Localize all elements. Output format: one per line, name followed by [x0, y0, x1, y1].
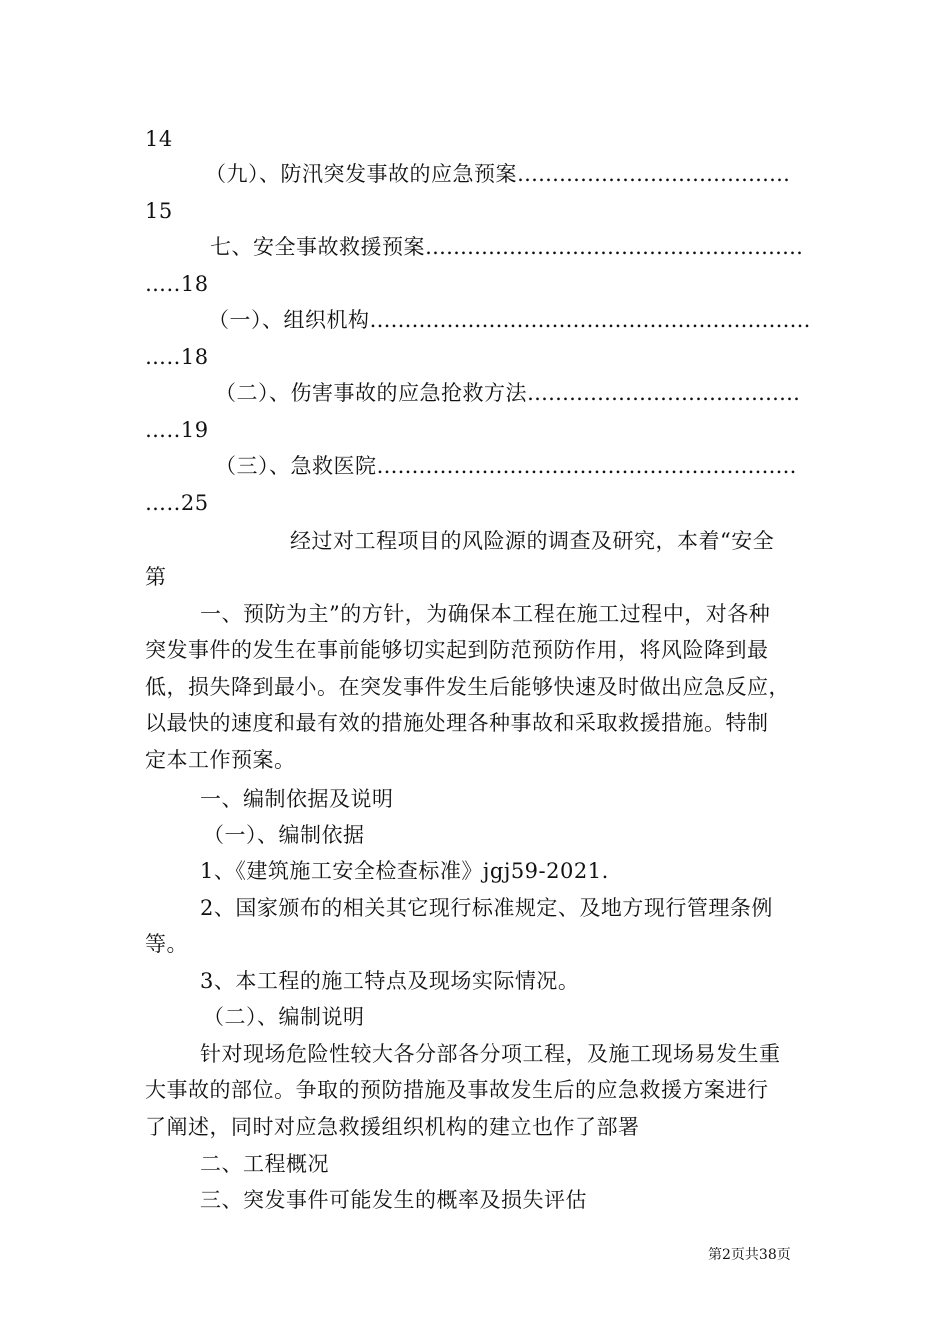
- intro-line: 第: [145, 565, 167, 589]
- toc-entry: [215, 452, 797, 480]
- toc-page-number: …..25: [145, 491, 209, 515]
- intro-line: 一、预防为主”的方针，为确保本工程在施工过程中，对各种: [200, 602, 771, 626]
- toc-leader-dots: ………………………………………………………: [369, 308, 811, 332]
- basis-item: 2、国家颁布的相关其它现行标准规定、及地方现行管理条例: [200, 896, 773, 920]
- description-line: 大事故的部位。争取的预防措施及事故发生后的应急救援方案进行: [145, 1078, 769, 1102]
- intro-line: 以最快的速度和最有效的措施处理各种事故和采取救援措施。特制: [145, 711, 769, 735]
- toc-entry-label: （九）、防汛突发事故的应急预案: [205, 162, 517, 186]
- toc-entry-label: （三）、急救医院: [215, 454, 377, 478]
- description-line: 了阐述，同时对应急救援组织机构的建立也作了部署: [145, 1115, 640, 1139]
- intro-line: 定本工作预案。: [145, 748, 296, 772]
- intro-line: 突发事件的发生在事前能够切实起到防范预防作用，将风险降到最: [145, 638, 769, 662]
- toc-leader-dots: ………………………………………………: [425, 235, 803, 259]
- toc-page-number: …..19: [145, 418, 209, 442]
- toc-entry-label: 七、安全事故救援预案: [210, 235, 425, 259]
- toc-entry: [210, 233, 803, 261]
- section-heading: 一、编制依据及说明: [200, 787, 394, 811]
- toc-leader-dots: …………………………………: [517, 162, 790, 186]
- toc-leader-dots: ……………………………………………………: [376, 454, 797, 478]
- toc-entry: [205, 160, 790, 188]
- section-heading: 二、工程概况: [200, 1152, 329, 1176]
- toc-page-number: 14: [145, 127, 173, 151]
- toc-leader-dots: …………………………………: [527, 381, 800, 405]
- intro-line: 经过对工程项目的风险源的调查及研究，本着“安全: [290, 529, 775, 553]
- page-number-footer: 第2页共38页: [708, 1247, 791, 1263]
- description-line: 针对现场危险性较大各分部各分项工程，及施工现场易发生重: [200, 1042, 781, 1066]
- toc-page-number: …..18: [145, 272, 209, 296]
- section-heading: 三、突发事件可能发生的概率及损失评估: [200, 1188, 587, 1212]
- subsection-heading: （一）、编制依据: [203, 823, 365, 847]
- toc-page-number: …..18: [145, 345, 209, 369]
- intro-line: 低，损失降到最小。在突发事件发生后能够快速及时做出应急反应，: [145, 675, 790, 699]
- toc-entry: [215, 379, 800, 407]
- subsection-heading: （二）、编制说明: [203, 1005, 365, 1029]
- toc-entry-label: （二）、伤害事故的应急抢救方法: [215, 381, 527, 405]
- basis-item: 3、本工程的施工特点及现场实际情况。: [200, 969, 580, 993]
- toc-entry: [208, 306, 811, 334]
- basis-item-continuation: 等。: [145, 932, 188, 956]
- toc-entry-label: （一）、组织机构: [208, 308, 370, 332]
- toc-page-number: 15: [145, 199, 173, 223]
- basis-item: 1、《建筑施工安全检查标准》jgj59-2021.: [200, 859, 609, 883]
